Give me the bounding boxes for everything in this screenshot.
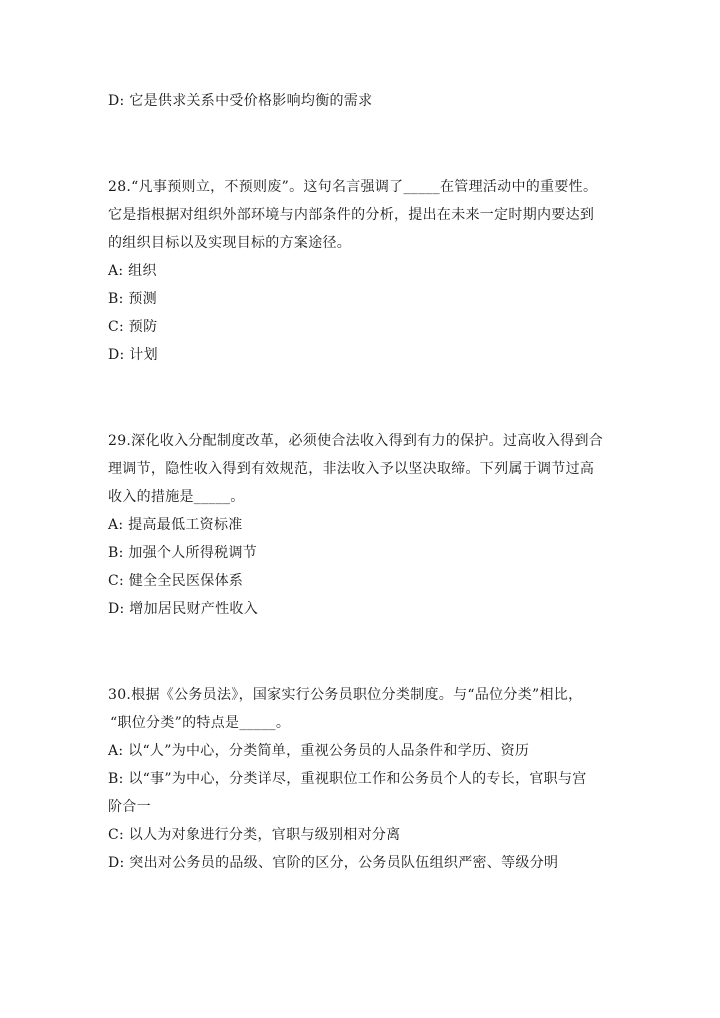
prev-question-option-d: D: 它是供求关系中受价格影响均衡的需求 <box>108 93 373 109</box>
question-29-option-d: D: 增加居民财产性收入 <box>108 601 258 617</box>
question-30-option-c: C: 以人为对象进行分类，官职与级别相对分离 <box>108 827 401 843</box>
question-30-option-b-continued: 阶合一 <box>108 799 151 815</box>
question-30-option-b: B: 以“事”为中心，分类详尽，重视职位工作和公务员个人的专长，官职与宫 <box>108 771 587 787</box>
question-28-option-d: D: 计划 <box>108 347 158 363</box>
question-29-option-b: B: 加强个人所得税调节 <box>108 545 258 561</box>
question-28-option-c: C: 预防 <box>108 319 158 335</box>
question-30-stem-line-1: 30.根据《公务员法》，国家实行公务员职位分类制度。与“品位分类”相比， <box>108 687 583 703</box>
question-28-stem-line-1: 28.“凡事预则立，不预则废”。这句名言强调了_____在管理活动中的重要性。 <box>108 179 598 195</box>
question-30-stem-line-2: “职位分类”的特点是_____。 <box>110 715 291 731</box>
question-30-option-d: D: 突出对公务员的品级、官阶的区分，公务员队伍组织严密、等级分明 <box>108 855 559 871</box>
question-28-option-b: B: 预测 <box>108 291 157 307</box>
question-29-option-c: C: 健全全民医保体系 <box>108 573 244 589</box>
question-29-stem-line-2: 理调节，隐性收入得到有效规范，非法收入予以坚决取缔。下列属于调节过高 <box>108 461 595 477</box>
question-30-option-a: A: 以“人”为中心，分类简单，重视公务员的人品条件和学历、资历 <box>108 743 530 759</box>
question-28-stem-line-3: 的组织目标以及实现目标的方案途径。 <box>108 235 352 251</box>
question-29-option-a: A: 提高最低工资标准 <box>108 517 243 533</box>
question-29-stem-line-1: 29.深化收入分配制度改革，必须使合法收入得到有力的保护。过高收入得到合 <box>108 433 604 449</box>
question-28-option-a: A: 组织 <box>108 263 157 279</box>
question-28-stem-line-2: 它是指根据对组织外部环境与内部条件的分析，提出在未来一定时期内要达到 <box>108 207 595 223</box>
question-29-stem-line-3: 收入的措施是_____。 <box>108 489 245 505</box>
